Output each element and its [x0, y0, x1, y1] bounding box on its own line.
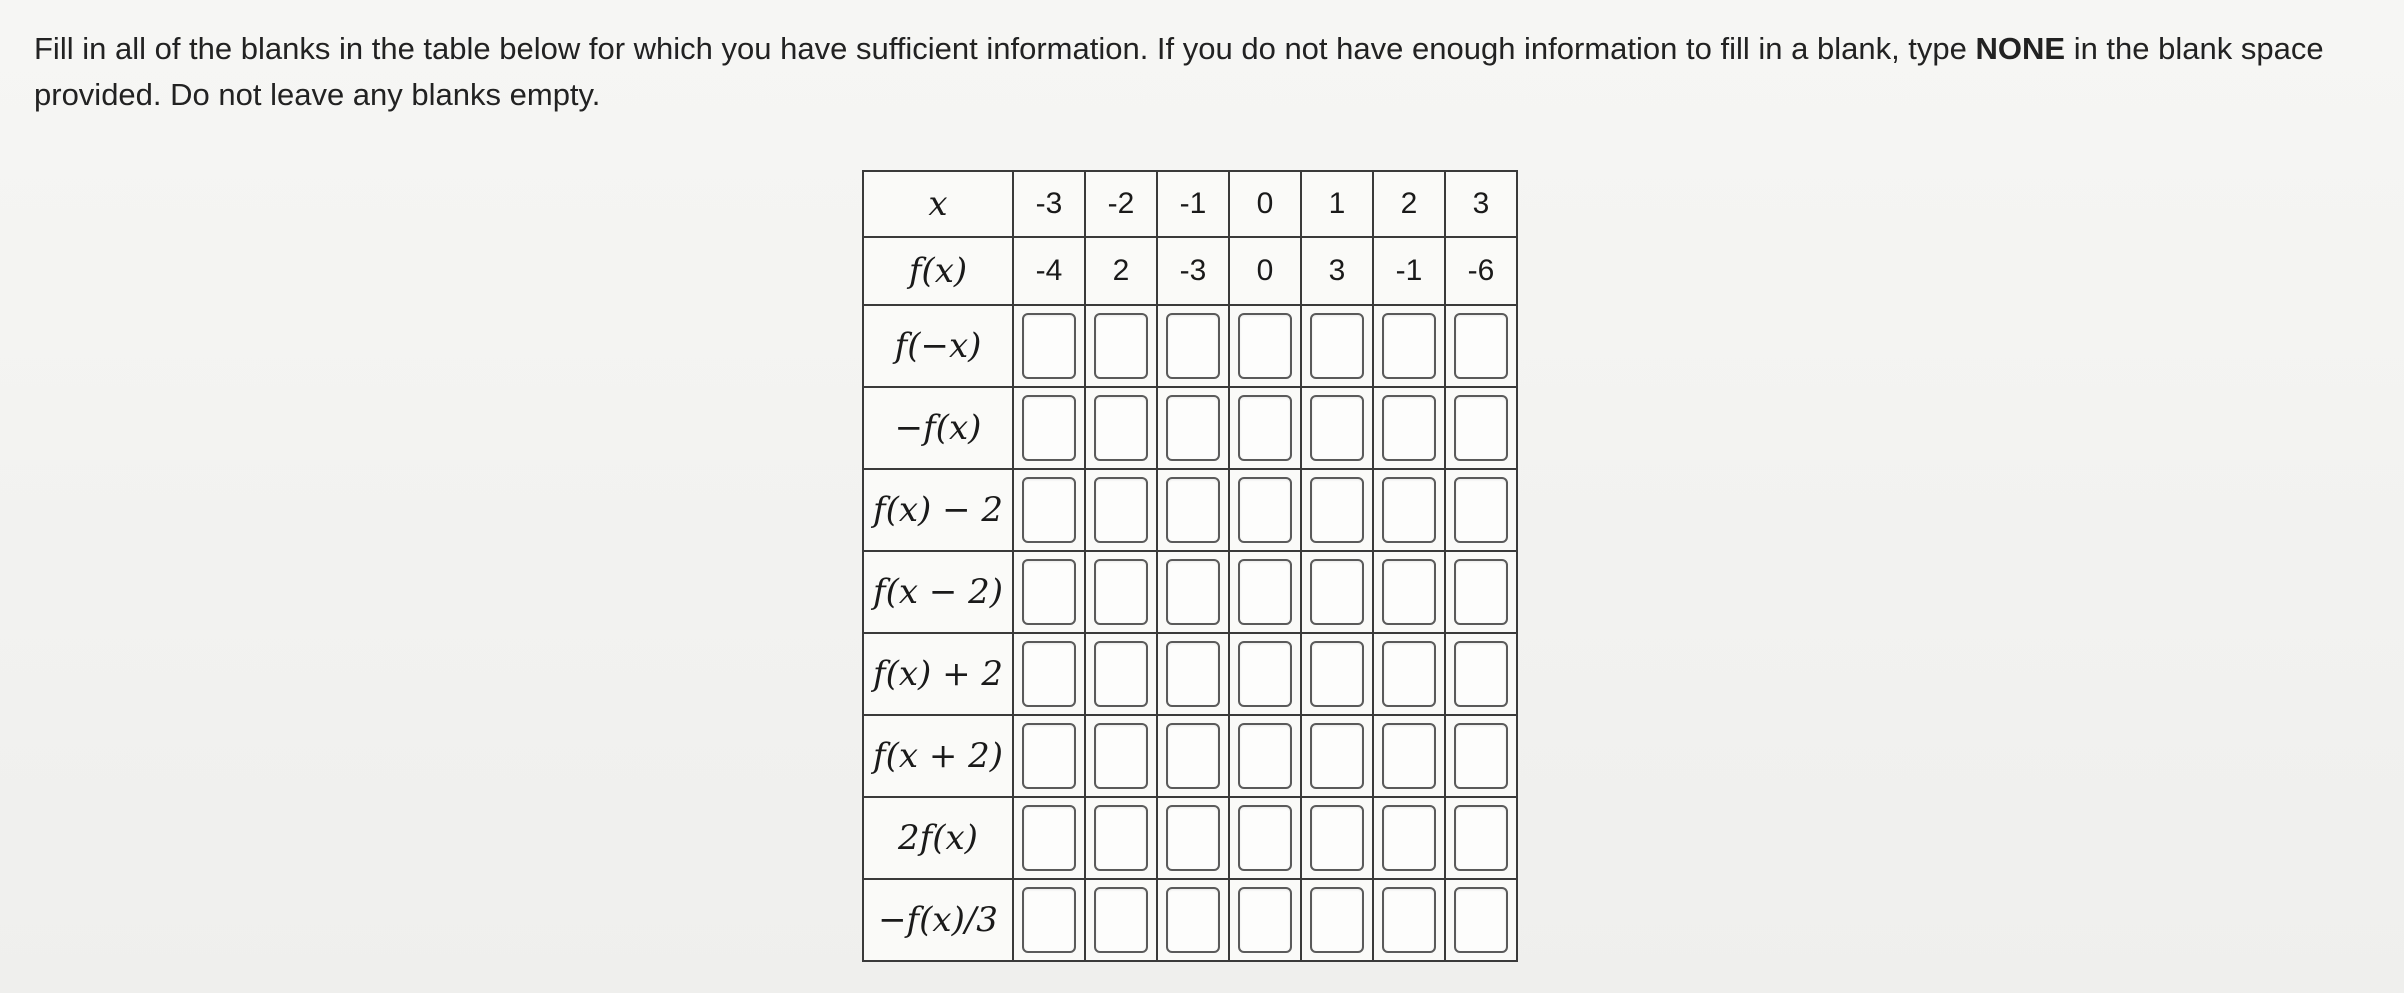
answer-blank-input[interactable] — [1454, 887, 1508, 953]
answer-cell — [1445, 551, 1517, 633]
answer-blank-input[interactable] — [1454, 805, 1508, 871]
answer-cell — [1085, 633, 1157, 715]
answer-blank-input[interactable] — [1310, 723, 1364, 789]
x-value: 0 — [1229, 171, 1301, 237]
x-value: -2 — [1085, 171, 1157, 237]
answer-cell — [1229, 551, 1301, 633]
transform-row — [863, 551, 1517, 633]
x-value: 3 — [1445, 171, 1517, 237]
answer-cell — [1013, 879, 1085, 961]
answer-blank-input[interactable] — [1094, 313, 1148, 379]
answer-cell — [1085, 879, 1157, 961]
transform-row-label: f(x + 2) — [863, 715, 1013, 797]
answer-cell — [1373, 633, 1445, 715]
answer-cell — [1445, 469, 1517, 551]
fx-value: 2 — [1085, 237, 1157, 305]
answer-blank-input[interactable] — [1238, 477, 1292, 543]
answer-cell — [1445, 879, 1517, 961]
answer-cell — [1445, 387, 1517, 469]
answer-blank-input[interactable] — [1238, 641, 1292, 707]
transform-row-label: 2f(x) — [863, 797, 1013, 879]
answer-blank-input[interactable] — [1382, 887, 1436, 953]
answer-blank-input[interactable] — [1382, 559, 1436, 625]
answer-blank-input[interactable] — [1382, 477, 1436, 543]
answer-blank-input[interactable] — [1310, 395, 1364, 461]
answer-blank-input[interactable] — [1238, 395, 1292, 461]
answer-blank-input[interactable] — [1310, 559, 1364, 625]
answer-blank-input[interactable] — [1382, 641, 1436, 707]
answer-blank-input[interactable] — [1166, 641, 1220, 707]
fx-label: f(x) — [863, 237, 1013, 305]
answer-blank-input[interactable] — [1166, 723, 1220, 789]
answer-blank-input[interactable] — [1238, 559, 1292, 625]
answer-cell — [1085, 305, 1157, 387]
fx-value: -1 — [1373, 237, 1445, 305]
answer-blank-input[interactable] — [1094, 723, 1148, 789]
transform-row — [863, 305, 1517, 387]
answer-cell — [1373, 715, 1445, 797]
answer-blank-input[interactable] — [1310, 887, 1364, 953]
answer-cell — [1301, 879, 1373, 961]
answer-cell — [1445, 797, 1517, 879]
answer-blank-input[interactable] — [1454, 477, 1508, 543]
answer-blank-input[interactable] — [1310, 805, 1364, 871]
answer-cell — [1373, 879, 1445, 961]
transform-row-label: −f(x)/3 — [863, 879, 1013, 961]
answer-cell — [1013, 551, 1085, 633]
answer-cell — [1229, 387, 1301, 469]
answer-blank-input[interactable] — [1094, 395, 1148, 461]
fx-value: -4 — [1013, 237, 1085, 305]
answer-blank-input[interactable] — [1382, 313, 1436, 379]
answer-blank-input[interactable] — [1454, 641, 1508, 707]
answer-cell — [1157, 633, 1229, 715]
fx-value: -6 — [1445, 237, 1517, 305]
answer-blank-input[interactable] — [1094, 887, 1148, 953]
answer-blank-input[interactable] — [1382, 805, 1436, 871]
answer-cell — [1229, 305, 1301, 387]
transform-row-label: f(x − 2) — [863, 551, 1013, 633]
answer-blank-input[interactable] — [1094, 641, 1148, 707]
answer-cell — [1157, 797, 1229, 879]
answer-cell — [1229, 879, 1301, 961]
fx-value: 0 — [1229, 237, 1301, 305]
answer-cell — [1085, 387, 1157, 469]
answer-blank-input[interactable] — [1454, 559, 1508, 625]
x-header-label: x — [863, 171, 1013, 237]
answer-cell — [1373, 469, 1445, 551]
fx-value: 3 — [1301, 237, 1373, 305]
answer-blank-input[interactable] — [1022, 723, 1076, 789]
table-header-row — [863, 171, 1517, 237]
answer-blank-input[interactable] — [1238, 723, 1292, 789]
answer-cell — [1301, 387, 1373, 469]
x-value: -1 — [1157, 171, 1229, 237]
instructions-none-keyword: NONE — [1975, 31, 2066, 66]
transform-row-label: −f(x) — [863, 387, 1013, 469]
transform-row — [863, 469, 1517, 551]
answer-cell — [1229, 715, 1301, 797]
answer-blank-input[interactable] — [1166, 313, 1220, 379]
answer-blank-input[interactable] — [1022, 559, 1076, 625]
transform-row — [863, 387, 1517, 469]
answer-blank-input[interactable] — [1022, 477, 1076, 543]
answer-blank-input[interactable] — [1022, 887, 1076, 953]
answer-cell — [1085, 797, 1157, 879]
answer-cell — [1373, 387, 1445, 469]
answer-blank-input[interactable] — [1454, 313, 1508, 379]
answer-blank-input[interactable] — [1454, 395, 1508, 461]
answer-cell — [1013, 305, 1085, 387]
answer-cell — [1229, 797, 1301, 879]
answer-blank-input[interactable] — [1094, 477, 1148, 543]
answer-cell — [1013, 715, 1085, 797]
answer-cell — [1373, 305, 1445, 387]
transform-row-label: f(x) − 2 — [863, 469, 1013, 551]
answer-cell — [1013, 469, 1085, 551]
answer-cell — [1157, 715, 1229, 797]
answer-cell — [1445, 633, 1517, 715]
transform-row-label: f(−x) — [863, 305, 1013, 387]
function-table — [862, 170, 1518, 962]
answer-blank-input[interactable] — [1166, 395, 1220, 461]
answer-blank-input[interactable] — [1310, 477, 1364, 543]
transform-row — [863, 797, 1517, 879]
answer-cell — [1445, 715, 1517, 797]
transform-row — [863, 633, 1517, 715]
answer-cell — [1301, 633, 1373, 715]
answer-blank-input[interactable] — [1310, 313, 1364, 379]
answer-blank-input[interactable] — [1022, 641, 1076, 707]
answer-blank-input[interactable] — [1166, 477, 1220, 543]
transform-row-label: f(x) + 2 — [863, 633, 1013, 715]
answer-cell — [1229, 469, 1301, 551]
instructions-part2: in the blank space provided. Do not leave any blanks empty. — [34, 31, 2324, 112]
answer-cell — [1157, 469, 1229, 551]
answer-cell — [1301, 797, 1373, 879]
x-value: 2 — [1373, 171, 1445, 237]
answer-blank-input[interactable] — [1310, 641, 1364, 707]
answer-blank-input[interactable] — [1166, 887, 1220, 953]
answer-blank-input[interactable] — [1238, 805, 1292, 871]
answer-cell — [1301, 551, 1373, 633]
fx-value: -3 — [1157, 237, 1229, 305]
answer-cell — [1085, 551, 1157, 633]
answer-blank-input[interactable] — [1382, 723, 1436, 789]
answer-cell — [1301, 715, 1373, 797]
answer-blank-input[interactable] — [1094, 559, 1148, 625]
transform-row — [863, 879, 1517, 961]
answer-blank-input[interactable] — [1238, 313, 1292, 379]
answer-cell — [1157, 879, 1229, 961]
answer-cell — [1157, 551, 1229, 633]
answer-blank-input[interactable] — [1022, 395, 1076, 461]
answer-blank-input[interactable] — [1454, 723, 1508, 789]
answer-blank-input[interactable] — [1382, 395, 1436, 461]
answer-cell — [1229, 633, 1301, 715]
answer-cell — [1301, 305, 1373, 387]
answer-cell — [1013, 387, 1085, 469]
answer-cell — [1013, 797, 1085, 879]
x-value: 1 — [1301, 171, 1373, 237]
answer-blank-input[interactable] — [1094, 805, 1148, 871]
answer-blank-input[interactable] — [1166, 805, 1220, 871]
fx-row — [863, 237, 1517, 305]
x-value: -3 — [1013, 171, 1085, 237]
answer-blank-input[interactable] — [1022, 805, 1076, 871]
transform-row — [863, 715, 1517, 797]
answer-cell — [1085, 715, 1157, 797]
instructions-text — [34, 26, 2364, 118]
answer-cell — [1373, 551, 1445, 633]
instructions-part1: Fill in all of the blanks in the table below for which you have sufficient information. If you do not have enough information to fill in a blank, type — [34, 31, 1976, 66]
answer-cell — [1157, 305, 1229, 387]
answer-blank-input[interactable] — [1022, 313, 1076, 379]
answer-cell — [1013, 633, 1085, 715]
answer-cell — [1373, 797, 1445, 879]
answer-cell — [1301, 469, 1373, 551]
answer-cell — [1445, 305, 1517, 387]
answer-cell — [1085, 469, 1157, 551]
answer-cell — [1157, 387, 1229, 469]
answer-blank-input[interactable] — [1166, 559, 1220, 625]
answer-blank-input[interactable] — [1238, 887, 1292, 953]
